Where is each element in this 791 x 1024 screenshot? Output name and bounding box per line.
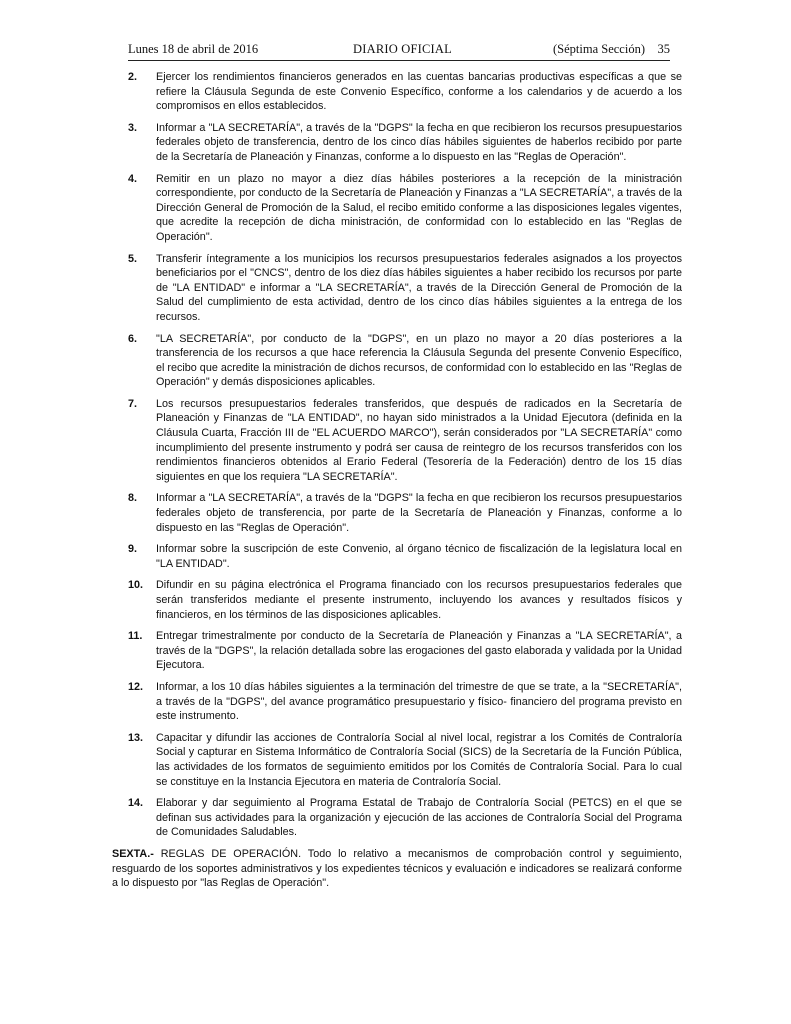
header-title: DIARIO OFICIAL xyxy=(353,42,452,56)
item-number: 7. xyxy=(128,397,138,410)
list-item xyxy=(112,731,682,789)
item-number: 4. xyxy=(128,172,138,185)
item-text: Entregar trimestralmente por conducto de la Secretaría de Planeación y Finanzas a "LA SECRETARÍA", a través de la "DGPS", la relación detallada sobre las erogaciones del gasto elaborada y validada por la Unidad Ejecutora. xyxy=(156,630,682,672)
item-number: 12. xyxy=(128,680,144,693)
item-text: Informar a "LA SECRETARÍA", a través de la "DGPS" la fecha en que recibieron los recursos presupuestarios federales objeto de transferencia, dentro de los cinco días hábiles siguientes de haberlos recibido por parte de la Secretaría de Planeación y Finanzas, conforme a lo dispuesto en las "Reglas de Operación". xyxy=(156,121,682,163)
header-page-number: 35 xyxy=(657,42,670,56)
item-text: Los recursos presupuestarios federales transferidos, que después de radicados en la Secretaría de Planeación y Finanzas de "LA ENTIDAD", no hayan sido ministrados a la Unidad Ejecutora (definida en la Cláusula Cuarta, Fracción III de "EL ACUERDO MARCO"), serán considerados por "LA SECRETARÍA" como incumplimiento del presente instrumento y podrá ser causa de reintegro de los recursos transferidos con los rendimientos financieros obtenidos al Erario Federal (Tesorería de la Federación) dentro de los 15 días siguientes en que los requiera "LA SECRETARÍA". xyxy=(156,397,682,483)
item-number: 10. xyxy=(128,579,144,592)
list-item xyxy=(112,578,682,622)
document-body xyxy=(112,70,682,901)
list-item xyxy=(112,252,682,325)
list-item xyxy=(112,121,682,165)
header-rule xyxy=(128,60,670,61)
item-number: 9. xyxy=(128,543,138,556)
closing-text: REGLAS DE OPERACIÓN. Todo lo relativo a mecanismos de comprobación control y seguimiento, resguardo de los soportes administrativos y los expedientes técnicos y evaluación e indicadores se realizará conforme a lo dispuesto por "las Reglas de Operación". xyxy=(112,847,682,890)
item-number: 11. xyxy=(128,630,143,643)
list-item xyxy=(112,172,682,245)
item-text: Informar, a los 10 días hábiles siguientes a la terminación del trimestre de que se trate, a la "SECRETARÍA", a través de la "DGPS", del avance programático presupuestario y físico- financiero del programa previsto en este instrumento. xyxy=(156,680,682,723)
header-section-text: (Séptima Sección) xyxy=(553,42,645,56)
item-number: 8. xyxy=(128,492,138,505)
item-number: 13. xyxy=(128,731,144,744)
header-section xyxy=(553,42,645,57)
item-text: Elaborar y dar seguimiento al Programa Estatal de Trabajo de Contraloría Social (PETCS) en el que se definan sus actividades para la organización y ejecución de las acciones de Contraloría Social del Programa de Comunidades Saludables. xyxy=(156,797,682,839)
closing-paragraph xyxy=(112,847,682,891)
list-item xyxy=(112,70,682,114)
list-item xyxy=(112,491,682,535)
item-text: "LA SECRETARÍA", por conducto de la "DGPS", en un plazo no mayor a 20 días posteriores a la transferencia de los recursos a que hace referencia la Cláusula Segunda del presente Convenio Específico, el recibo que acredite la ministración de dichos recursos, de conformidad con lo establecido en las "Reglas de Operación" y demás disposiciones aplicables. xyxy=(156,332,682,389)
item-number: 14. xyxy=(128,797,144,810)
item-text: Capacitar y difundir las acciones de Contraloría Social al nivel local, registrar a los Comités de Contraloría Social y capturar en Sistema Informático de Contraloría Social (SICS) de la Secretaría de la Función Pública, las actividades de los formatos de seguimiento emitidos por los Comités de Contraloría Social. Para lo cual se constituye en la Instancia Ejecutora en materia de Contraloría Social. xyxy=(156,731,682,788)
item-text: Transferir íntegramente a los municipios los recursos presupuestarios federales asignados a los proyectos beneficiarios por el "CNCS", dentro de los diez días hábiles siguientes a haber recibido los recursos por parte de "LA ENTIDAD" e informar a "LA SECRETARÍA", a través de la Dirección General de Promoción de la Salud del cumplimiento de esta actividad, dentro de los cinco días hábiles siguientes a la entrega de los recursos. xyxy=(156,252,682,323)
item-text: Difundir en su página electrónica el Programa financiado con los recursos presupuestarios federales que serán transferidos mediante el presente instrumento, incluyendo los avances y resultados físicos y financieros, en los términos de las disposiciones aplicables. xyxy=(156,579,682,621)
item-number: 2. xyxy=(128,71,138,83)
item-number: 5. xyxy=(128,252,138,265)
item-text: Informar sobre la suscripción de este Convenio, al órgano técnico de fiscalización de la legislatura local en "LA ENTIDAD". xyxy=(156,543,682,570)
list-item xyxy=(112,680,682,724)
page-header xyxy=(128,42,670,59)
closing-label: SEXTA.- xyxy=(112,847,154,860)
list-item xyxy=(112,397,682,485)
list-item xyxy=(112,542,682,571)
list-item xyxy=(112,332,682,390)
list-item xyxy=(112,629,682,673)
item-text: Informar a "LA SECRETARÍA", a través de la "DGPS" la fecha en que recibieron los recursos presupuestarios federales objeto de transferencia, por parte de la Secretaría de Planeación y Finanzas, conforme a lo dispuesto en las "Reglas de Operación". xyxy=(156,492,682,534)
item-text: Ejercer los rendimientos financieros generados en las cuentas bancarias productivas específicas a que se refiere la Cláusula Segunda de este Convenio Específico, conforme a los calendarios y de acuerdo a los compromisos en ellos establecidos. xyxy=(156,71,682,113)
item-number: 6. xyxy=(128,332,138,345)
list-item xyxy=(112,796,682,840)
item-number: 3. xyxy=(128,121,138,134)
item-text: Remitir en un plazo no mayor a diez días hábiles posteriores a la recepción de la ministración correspondiente, por conducto de la Secretaría de Planeación y Finanzas a "LA SECRETARÍA", a través de la Dirección General de Promoción de la Salud, el recibo emitido conforme a las disposiciones legales vigentes, que acredite la recepción de dicha ministración, de conformidad con lo establecido en las "Reglas de Operación". xyxy=(156,172,683,243)
header-date: Lunes 18 de abril de 2016 xyxy=(128,42,259,56)
